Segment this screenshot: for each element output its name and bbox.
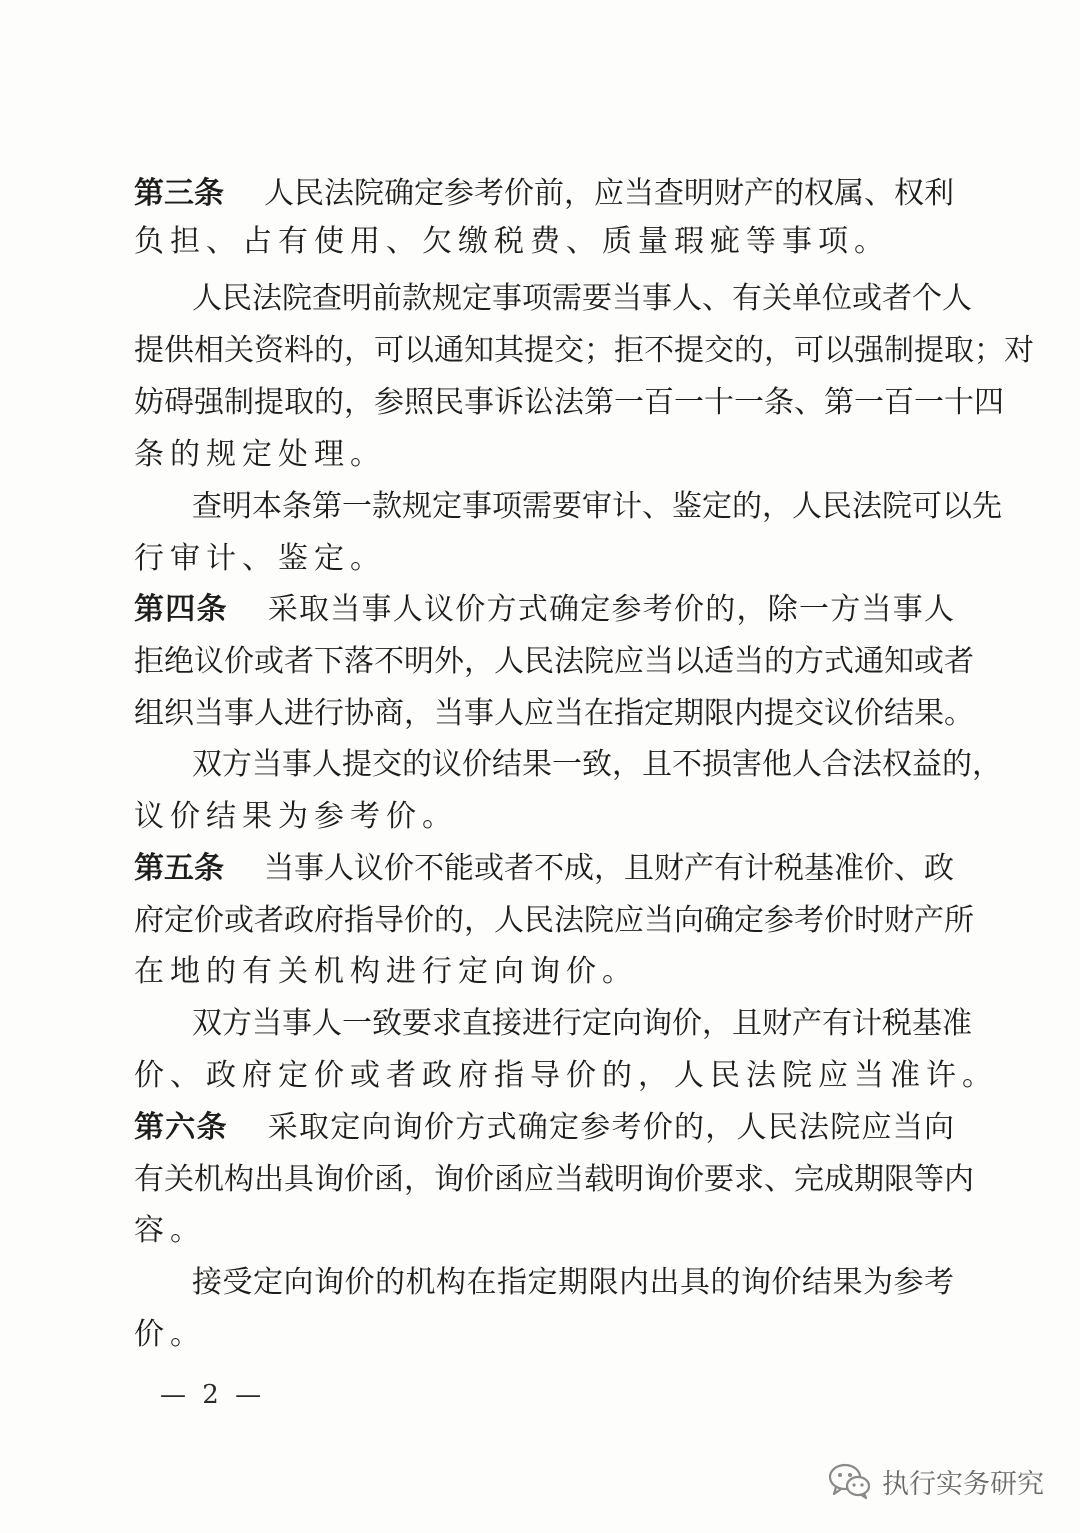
article-3-para-2-line-4: 条的规定处理。 xyxy=(134,437,386,472)
article-4-heading: 第四条 xyxy=(134,592,228,627)
article-4-para-2-line-1: 双方当事人提交的议价结果一致，且不损害他人合法权益的， xyxy=(192,747,1002,782)
article-4-line-1: 第四条 采取当事人议价方式确定参考价的，除一方当事人 xyxy=(134,592,954,627)
article-5-para-2-line-1: 双方当事人一致要求直接进行定向询价，且财产有计税基准 xyxy=(192,1006,972,1041)
article-6-line-3: 容。 xyxy=(134,1213,206,1248)
article-6-line-2: 有关机构出具询价函，询价函应当载明询价要求、完成期限等内 xyxy=(134,1162,974,1197)
article-3-para-3-line-2: 行审计、鉴定。 xyxy=(134,541,386,576)
article-3-line-2: 负担、占有使用、欠缴税费、质量瑕疵等事项。 xyxy=(134,224,890,259)
article-5-line-2: 府定价或者政府指导价的，人民法院应当向确定参考价时财产所 xyxy=(134,903,974,938)
wechat-icon xyxy=(828,1462,872,1500)
page-number: — 2 — xyxy=(160,1380,266,1410)
article-3-para-2-line-1: 人民法院查明前款规定事项需要当事人、有关单位或者个人 xyxy=(192,281,972,316)
article-3-para-2-line-2: 提供相关资料的，可以通知其提交；拒不提交的，可以强制提取；对 xyxy=(134,333,1034,368)
article-6-para-2-line-2: 价。 xyxy=(134,1317,206,1352)
article-5-heading: 第五条 xyxy=(134,851,224,886)
article-3-para-3-line-1: 查明本条第一款规定事项需要审计、鉴定的，人民法院可以先 xyxy=(192,489,1002,524)
article-4-line-3: 组织当事人进行协商，当事人应当在指定期限内提交议价结果。 xyxy=(134,696,974,731)
article-5-line-1: 第五条 当事人议价不能或者不成，且财产有计税基准价、政 xyxy=(134,851,954,886)
wechat-watermark xyxy=(828,1459,1044,1503)
watermark-text: 执行实务研究 xyxy=(882,1468,1044,1500)
article-3-heading: 第三条 xyxy=(134,176,224,211)
article-3-para-2-line-3: 妨碍强制提取的，参照民事诉讼法第一百一十一条、第一百一十四 xyxy=(134,385,1004,420)
article-6-heading: 第六条 xyxy=(134,1110,228,1145)
article-5-para-2-line-2: 价、政府定价或者政府指导价的，人民法院应当准许。 xyxy=(134,1058,998,1093)
article-4-line-2: 拒绝议价或者下落不明外，人民法院应当以适当的方式通知或者 xyxy=(134,644,974,679)
article-6-para-2-line-1: 接受定向询价的机构在指定期限内出具的询价结果为参考 xyxy=(192,1265,954,1300)
article-5-line-3: 在地的有关机构进行定向询价。 xyxy=(134,954,638,989)
article-3-line-1: 第三条 人民法院确定参考价前，应当查明财产的权属、权利 xyxy=(134,176,954,211)
article-6-line-1: 第六条 采取定向询价方式确定参考价的，人民法院应当向 xyxy=(134,1110,954,1145)
article-4-para-2-line-2: 议价结果为参考价。 xyxy=(134,799,458,834)
